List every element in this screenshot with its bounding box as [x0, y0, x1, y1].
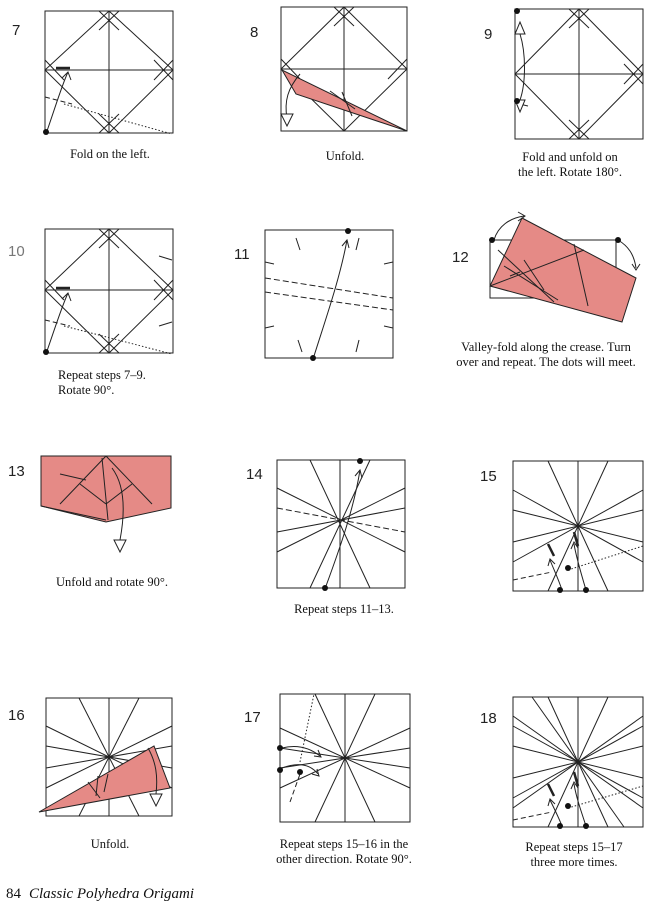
step-7-diagram — [44, 10, 176, 136]
step-number-18: 18 — [480, 710, 497, 727]
step-number-10: 10 — [8, 243, 25, 260]
step-9-caption-line-1: Fold and unfold on — [522, 150, 618, 164]
step-number-9: 9 — [484, 26, 493, 43]
step-number-15: 15 — [480, 468, 497, 485]
step-17-caption-line-2: other direction. Rotate 90°. — [276, 852, 412, 866]
step-10-caption — [58, 368, 168, 398]
step-18-diagram — [512, 696, 646, 830]
step-17-diagram — [270, 692, 414, 826]
step-12-caption-line-1: Valley-fold along the crease. Turn — [461, 340, 631, 354]
page-number: 84 — [6, 886, 21, 902]
folded-paper — [490, 218, 636, 322]
step-8-caption: Unfold. — [325, 149, 365, 163]
page-footer — [6, 886, 194, 903]
step-7-caption: Fold on the left. — [70, 147, 150, 161]
step-17-caption — [258, 837, 430, 867]
book-title: Classic Polyhedra Origami — [29, 886, 194, 902]
step-10-caption-line-2: Rotate 90°. — [58, 383, 115, 397]
step-14-diagram — [276, 458, 408, 592]
step-10-caption-line-1: Repeat steps 7–9. — [58, 368, 146, 382]
step-12-diagram — [484, 210, 646, 326]
step-11-diagram — [264, 228, 396, 362]
step-number-7: 7 — [12, 22, 21, 39]
step-number-14: 14 — [246, 466, 263, 483]
step-18-caption-line-2: three more times. — [530, 855, 618, 869]
step-10-diagram — [44, 228, 176, 356]
step-number-16: 16 — [8, 707, 25, 724]
step-14-caption: Repeat steps 11–13. — [294, 602, 394, 616]
step-12-caption — [446, 340, 646, 370]
step-16-diagram — [38, 696, 178, 824]
step-18-caption-line-1: Repeat steps 15–17 — [525, 840, 623, 854]
step-18-caption — [504, 840, 644, 870]
step-12-caption-line-2: over and repeat. The dots will meet. — [456, 355, 636, 369]
step-9-diagram — [514, 8, 646, 142]
step-16-caption: Unfold. — [90, 837, 130, 851]
folded-paper — [41, 456, 171, 522]
step-number-8: 8 — [250, 24, 259, 41]
step-13-diagram — [40, 454, 174, 562]
step-number-17: 17 — [244, 709, 261, 726]
step-number-13: 13 — [8, 463, 25, 480]
step-9-caption-line-2: the left. Rotate 180°. — [518, 165, 622, 179]
step-9-caption — [495, 150, 645, 180]
step-13-caption: Unfold and rotate 90°. — [56, 575, 168, 589]
step-15-diagram — [512, 460, 646, 594]
step-number-11: 11 — [234, 246, 250, 263]
step-8-diagram — [280, 6, 410, 136]
step-number-12: 12 — [452, 249, 469, 266]
step-17-caption-line-1: Repeat steps 15–16 in the — [279, 837, 409, 851]
